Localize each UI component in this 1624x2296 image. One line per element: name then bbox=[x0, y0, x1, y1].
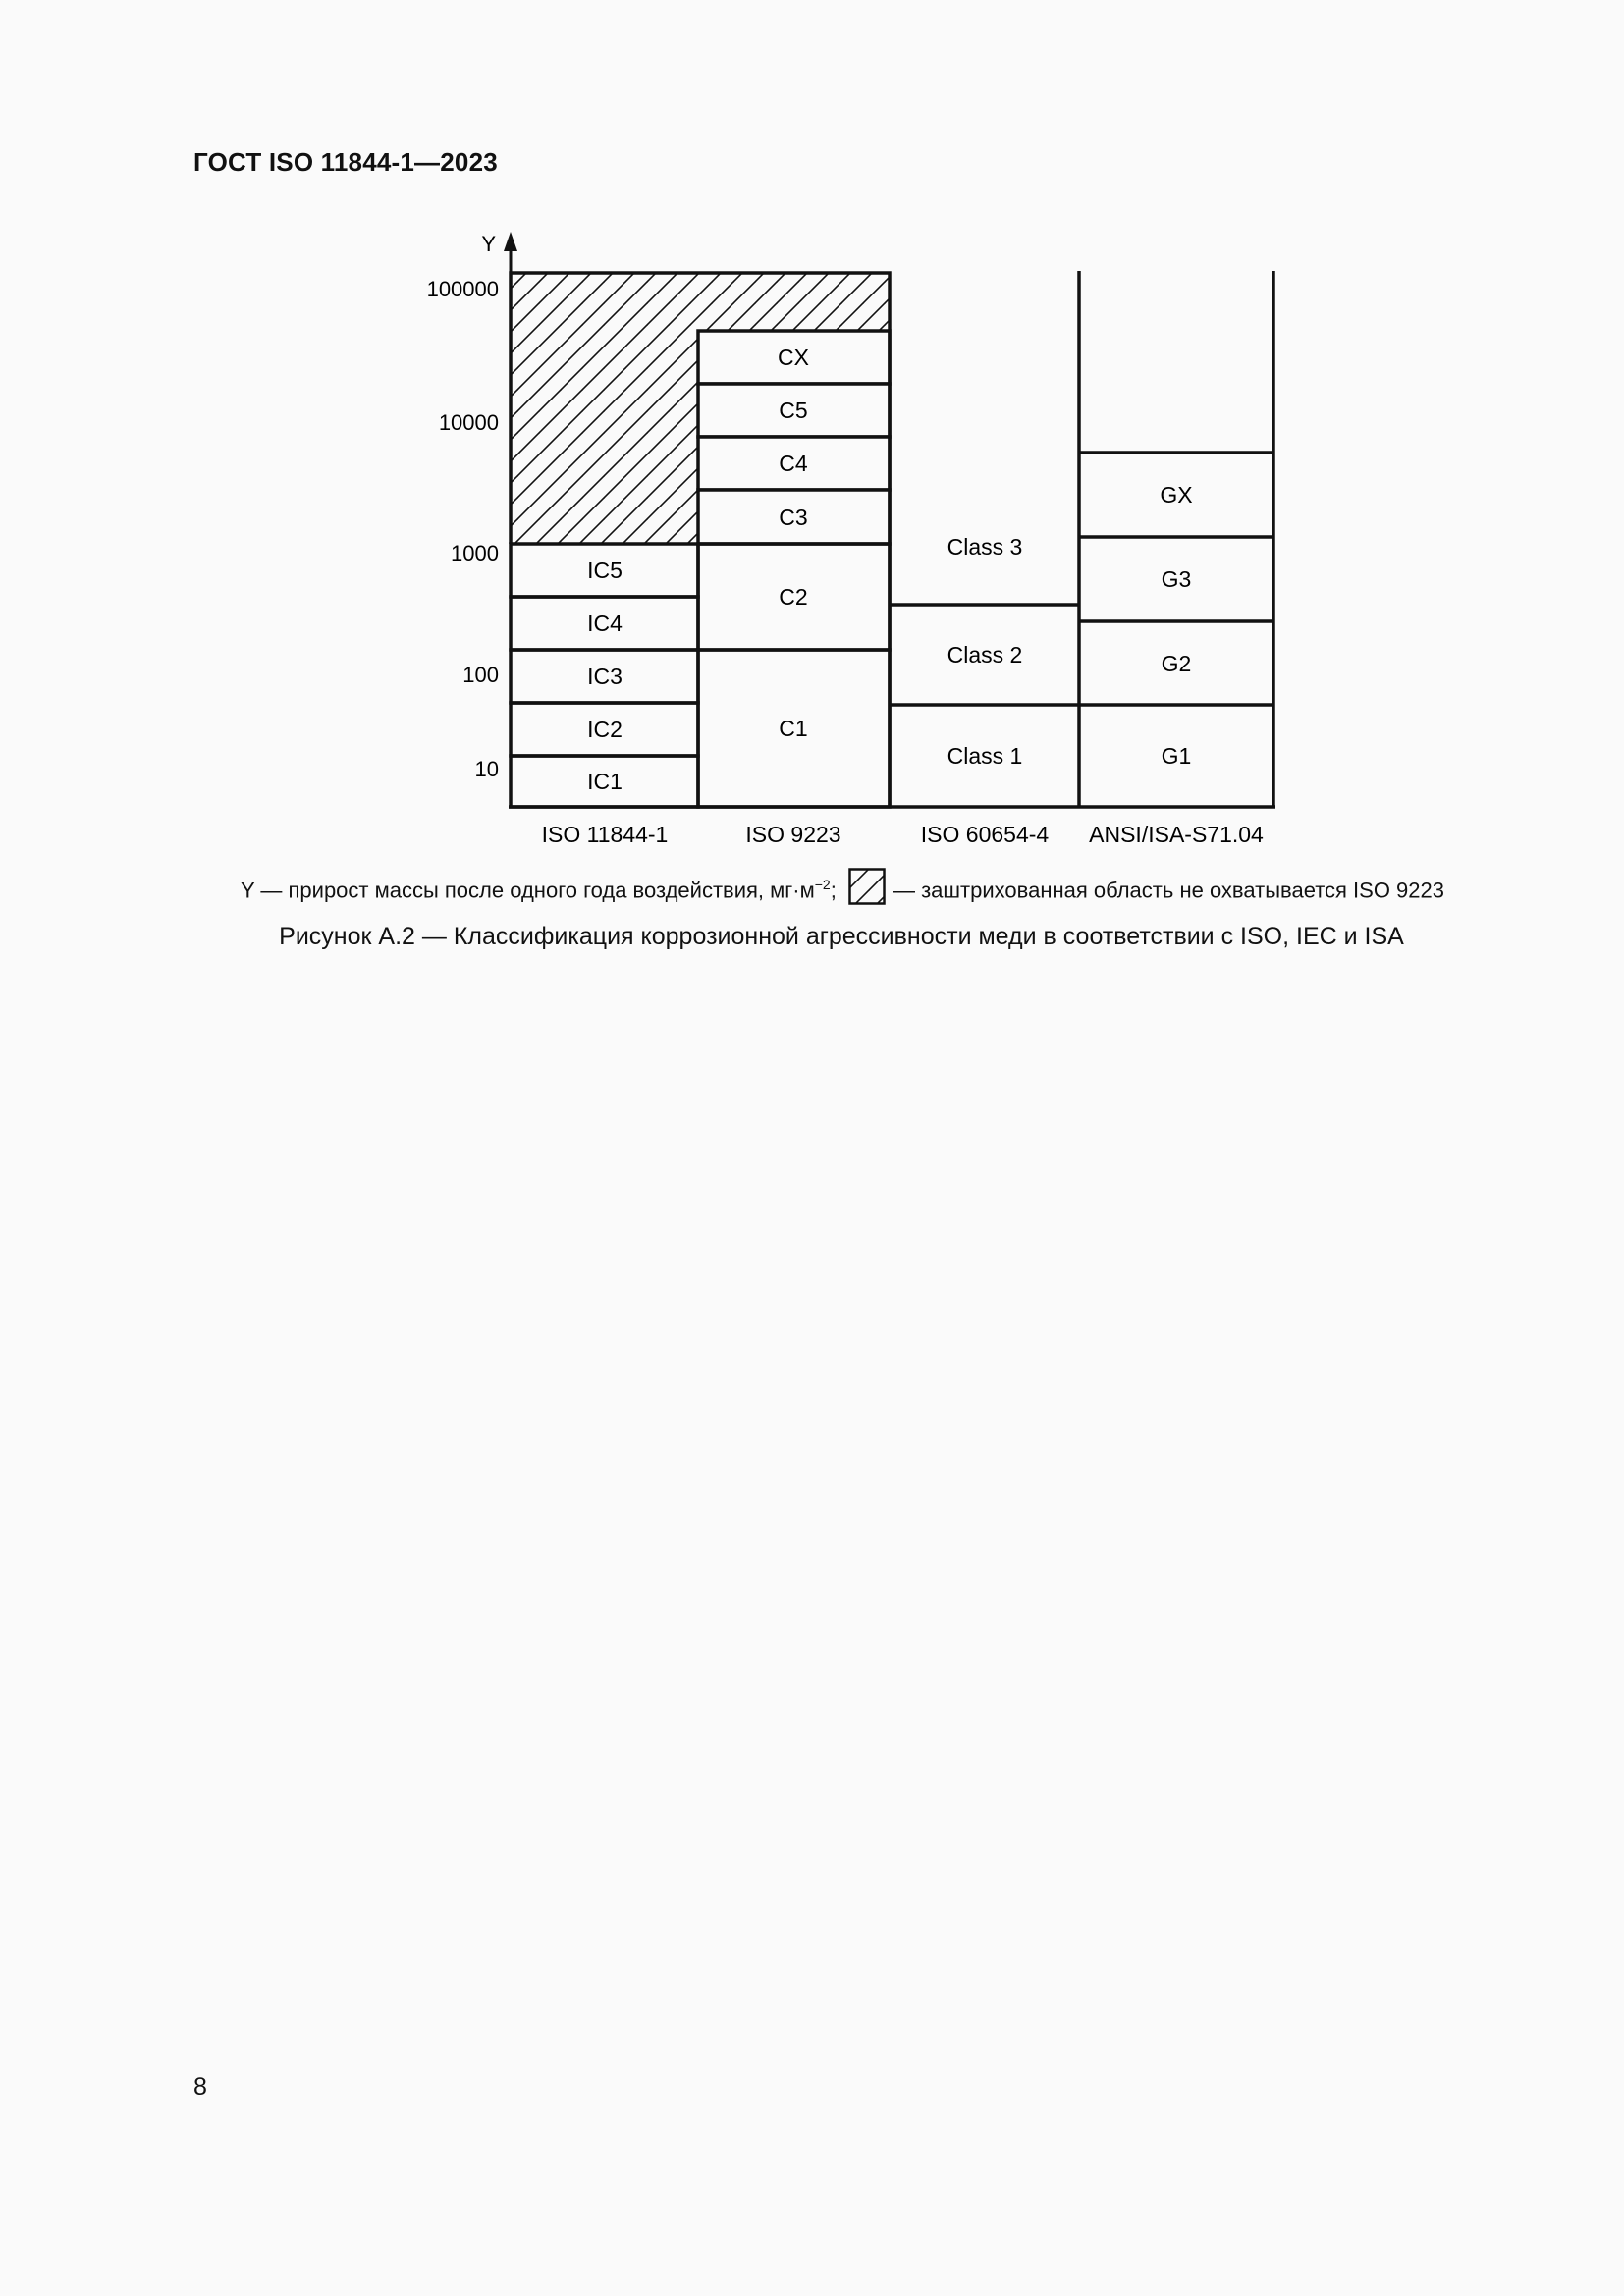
class-label: IC4 bbox=[587, 611, 623, 636]
x-category-label: ISO 9223 bbox=[745, 822, 841, 847]
class-label: Class 2 bbox=[947, 642, 1023, 667]
class-label: IC5 bbox=[587, 558, 623, 583]
y-axis-arrow-head bbox=[504, 232, 517, 251]
class-label: C1 bbox=[779, 716, 808, 741]
figure-caption bbox=[0, 923, 1624, 951]
x-category-label: ISO 11844-1 bbox=[541, 822, 669, 847]
legend-y-exponent: −2 bbox=[814, 877, 831, 892]
x-category-label: ANSI/ISA-S71.04 bbox=[1089, 822, 1264, 847]
class-label: C4 bbox=[779, 451, 808, 476]
x-category-label: ISO 60654-4 bbox=[920, 822, 1050, 847]
y-axis-label: Y bbox=[481, 232, 496, 256]
class-label: G1 bbox=[1161, 743, 1192, 769]
hatch-swatch-icon bbox=[848, 868, 886, 905]
legend-y-description: Y — прирост массы после одного года воздействия, мг·м bbox=[241, 878, 815, 903]
class-label: IC3 bbox=[587, 664, 623, 689]
class-label: Class 3 bbox=[947, 534, 1023, 560]
figure-legend bbox=[241, 877, 1517, 905]
legend-separator: ; bbox=[830, 878, 837, 903]
class-label: C3 bbox=[779, 505, 808, 530]
class-label: CX bbox=[778, 345, 809, 370]
caption-text: Рисунок А.2 — Классификация коррозионной агрессивности меди в соответствии с ISO, IEC и ISA bbox=[279, 923, 1404, 950]
y-tick-label: 10000 bbox=[438, 410, 499, 435]
class-label: Class 1 bbox=[947, 743, 1023, 769]
y-tick-label: 100000 bbox=[426, 277, 499, 301]
legend-hatch-description: — заштрихованная область не охватывается ISO 9223 bbox=[893, 878, 1445, 903]
class-label: G3 bbox=[1161, 566, 1192, 592]
document-header: ГОСТ ISO 11844-1—2023 bbox=[193, 147, 498, 177]
class-label: IC2 bbox=[587, 717, 623, 742]
y-tick-label: 100 bbox=[462, 663, 499, 687]
y-tick-label: 1000 bbox=[451, 541, 499, 565]
class-label: C5 bbox=[779, 398, 808, 423]
class-label: C2 bbox=[779, 584, 808, 610]
class-label: G2 bbox=[1161, 651, 1192, 676]
class-label: IC1 bbox=[587, 769, 623, 794]
page-number: 8 bbox=[193, 2073, 207, 2101]
corrosivity-figure bbox=[0, 0, 1624, 883]
class-label: GX bbox=[1160, 482, 1193, 507]
y-tick-label: 10 bbox=[474, 757, 499, 781]
